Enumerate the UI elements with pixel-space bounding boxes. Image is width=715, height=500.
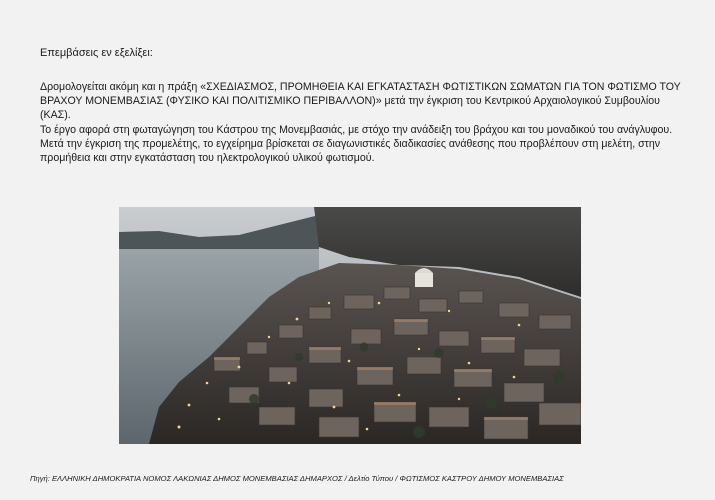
- source-caption: Πηγή: ΕΛΛΗΝΙΚΗ ΔΗΜΟΚΡΑΤΙΑ ΝΟΜΟΣ ΛΑΚΩΝΙΑΣ ΔΗΜΟΣ ΜΟΝΕΜΒΑΣΙΑΣ ΔΗΜΑΡΧΟΣ / Δελτίο Τύπου / ΦΩΤΙΣΜΟΣ ΚΑΣΤΡΟΥ ΔΗΜΟΥ ΜΟΝΕΜΒΑΣΙΑΣ: [30, 474, 564, 483]
- body-text: [40, 80, 690, 165]
- photo-illustration: [119, 207, 581, 444]
- section-heading: Επεμβάσεις εν εξελίξει:: [40, 47, 153, 59]
- paragraph-status: Μετά την έγκριση της προμελέτης, το εγχείρημα βρίσκεται σε διαγωνιστικές διαδικασίες ανάθεσης που προβλέπουν στη μελέτη, στην προμήθεια και στην εγκατάσταση του ηλεκτρολογικού υλικού φωτισμού.: [40, 137, 661, 165]
- monemvasia-photo: [119, 207, 581, 444]
- paragraph-project: Δρομολογείται ακόμη και η πράξη «ΣΧΕΔΙΑΣΜΟΣ, ΠΡΟΜΗΘΕΙΑ ΚΑΙ ΕΓΚΑΤΑΣΤΑΣΗ ΦΩΤΙΣΤΙΚΩΝ ΣΩΜΑΤΩΝ ΓΙΑ ΤΟΝ ΦΩΤΙΣΜΟ ΤΟΥ ΒΡΑΧΟΥ ΜΟΝΕΜΒΑΣΙΑΣ (ΦΥΣΙΚΟ ΚΑΙ ΠΟΛΙΤΙΣΜΙΚΟ ΠΕΡΙΒΑΛΛΟΝ)» μετά την έγκριση του Κεντρικού Αρχαιολογικού Συμβουλίου (ΚΑΣ).: [40, 81, 681, 122]
- paragraph-scope: Το έργο αφορά στη φωταγώγηση του Κάστρου της Μονεμβασιάς, με στόχο την ανάδειξη του βράχου και του μοναδικού του ανάγλυφου.: [40, 123, 673, 136]
